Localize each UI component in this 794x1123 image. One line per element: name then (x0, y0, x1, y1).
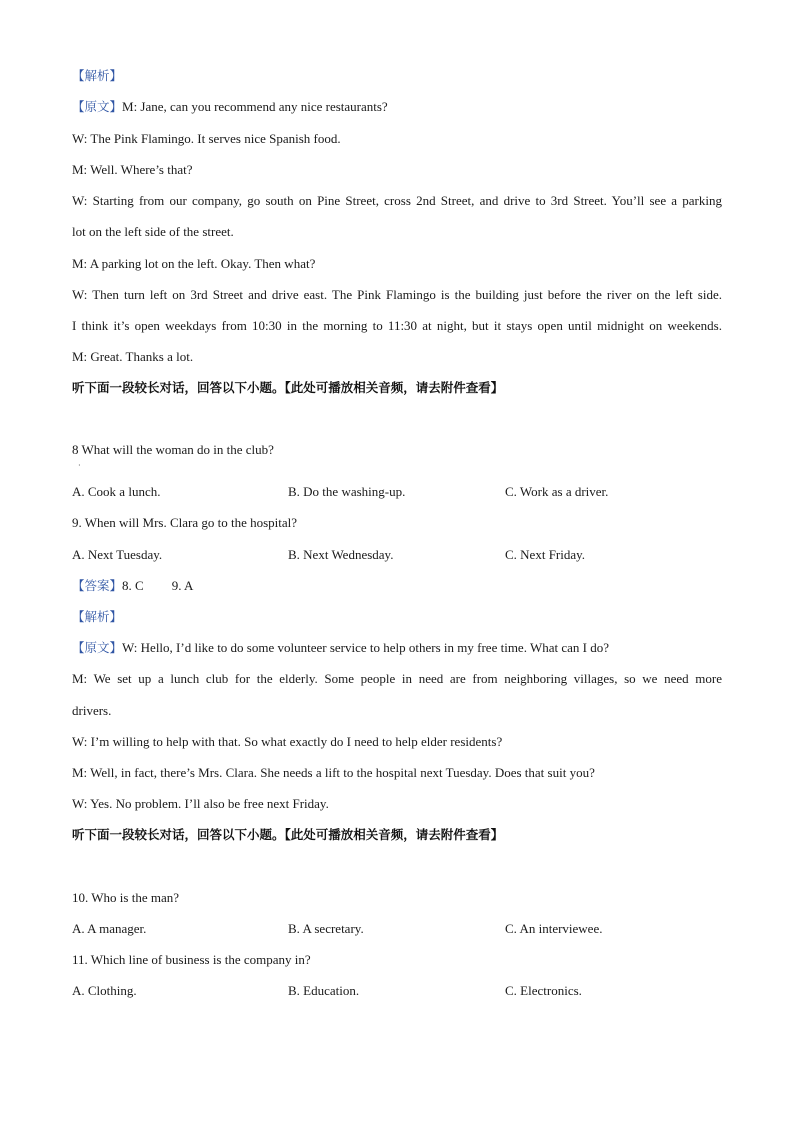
stray-dot: · (78, 461, 81, 470)
option-a: A. Clothing. (72, 983, 137, 998)
analysis-heading: 【解析】 (72, 68, 123, 83)
listening-instruction: 听下面一段较长对话，回答以下小题。【此处可播放相关音频，请去附件查看】 (72, 380, 504, 395)
option-b: B. Education. (288, 983, 360, 998)
transcript-tag: 【原文】 (72, 640, 123, 655)
listening-instruction: 听下面一段较长对话，回答以下小题。【此处可播放相关音频，请去附件查看】 (72, 827, 504, 842)
transcript-line: M: We set up a lunch club for the elderly. Some people in need are from neighboring villages, so we need more (72, 671, 722, 686)
transcript-line: M: Well, in fact, there’s Mrs. Clara. She needs a lift to the hospital next Tuesday. Does that suit you? (72, 765, 595, 780)
transcript-line: 【原文】W: Hello, I’d like to do some volunteer service to help others in my free time. What can I do? (72, 640, 610, 655)
transcript-line: M: A parking lot on the left. Okay. Then what? (72, 256, 316, 271)
question-stem: 10. Who is the man? (72, 890, 179, 905)
transcript-line: lot on the left side of the street. (72, 224, 234, 239)
option-c: C. An interviewee. (505, 921, 603, 936)
option-c: C. Work as a driver. (505, 484, 609, 499)
option-c: C. Next Friday. (505, 547, 586, 562)
question-stem: 8 What will the woman do in the club? (72, 442, 274, 457)
answer-tag: 【答案】 (72, 578, 123, 593)
question-stem: 11. Which line of business is the company in? (72, 952, 311, 967)
option-b: B. Do the washing-up. (288, 484, 406, 499)
answer-9: 9. A (171, 578, 194, 593)
transcript-line: W: Starting from our company, go south on Pine Street, cross 2nd Street, and drive to 3rd Street. You’ll see a parking (72, 193, 722, 208)
transcript-line: M: Well. Where’s that? (72, 162, 193, 177)
transcript-line: M: Great. Thanks a lot. (72, 349, 194, 364)
option-b: B. A secretary. (288, 921, 364, 936)
question-stem: 9. When will Mrs. Clara go to the hospital? (72, 515, 298, 530)
answer-8: 8. C (122, 578, 144, 593)
transcript-line: W: I’m willing to help with that. So what exactly do I need to help elder residents? (72, 734, 503, 749)
transcript-line: W: The Pink Flamingo. It serves nice Spanish food. (72, 131, 341, 146)
option-a: A. Cook a lunch. (72, 484, 161, 499)
transcript-line: drivers. (72, 703, 112, 718)
option-b: B. Next Wednesday. (288, 547, 394, 562)
analysis-heading: 【解析】 (72, 609, 123, 624)
option-a: A. Next Tuesday. (72, 547, 163, 562)
transcript-line: I think it’s open weekdays from 10:30 in the morning to 11:30 at night, but it stays open until midnight on weekends. (72, 318, 722, 333)
transcript-line: W: Yes. No problem. I’ll also be free next Friday. (72, 796, 329, 811)
option-c: C. Electronics. (505, 983, 582, 998)
option-a: A. A manager. (72, 921, 147, 936)
answer-line (72, 578, 193, 594)
transcript-line: 【原文】M: Jane, can you recommend any nice restaurants? (72, 99, 388, 114)
transcript-tag: 【原文】 (72, 99, 123, 114)
transcript-line: W: Then turn left on 3rd Street and drive east. The Pink Flamingo is the building just before the river on the left side. (72, 287, 722, 302)
